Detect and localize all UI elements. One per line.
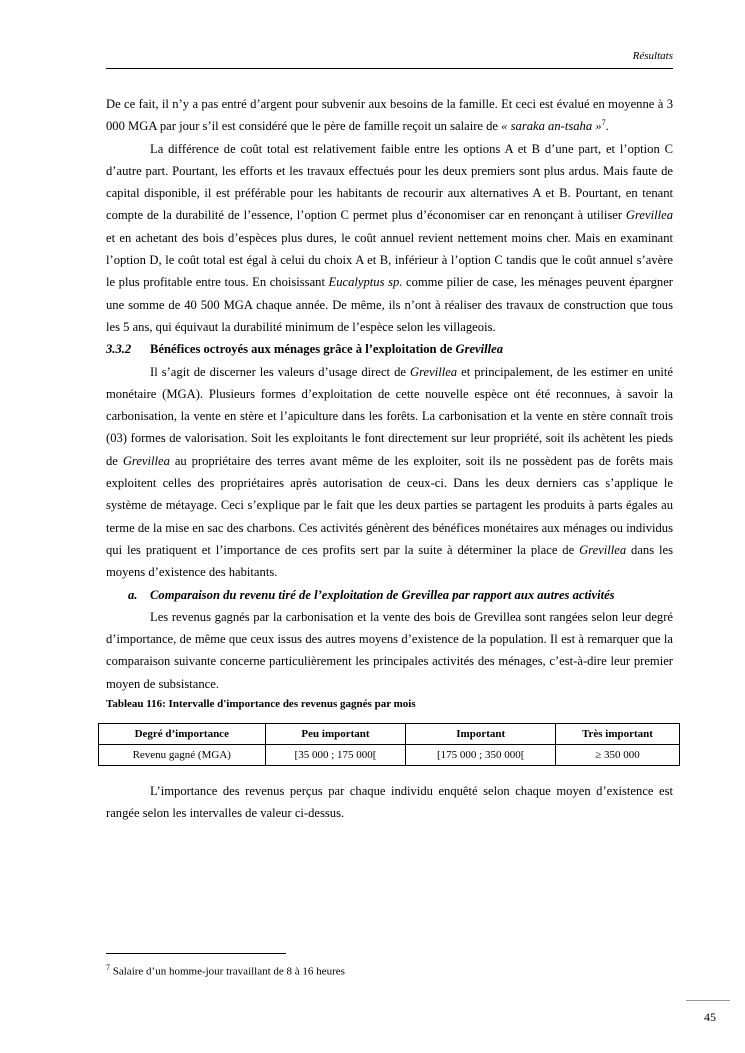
paragraph-italic: Eucalyptus sp.: [328, 275, 403, 290]
paragraph-text: Il s’agit de discerner les valeurs d’usage direct de: [150, 364, 410, 379]
paragraph-text: De ce fait, il n’y a pas entré d’argent pour subvenir aux besoins de la famille. Et ceci est évalué en moyenne à 3 000 MGA par jour s’il est considéré que le père de famille reçoit un salaire de: [106, 97, 673, 134]
section-title: Bénéfices octroyés aux ménages grâce à l’exploitation de: [150, 342, 456, 357]
footnote-number: 7: [106, 963, 110, 972]
paragraph-3: [106, 361, 673, 584]
income-importance-table: [98, 723, 680, 766]
paragraph-italic: « saraka an-tsaha »: [501, 119, 602, 134]
subsection-letter: a.: [128, 587, 138, 602]
paragraph-text: .: [605, 119, 609, 134]
footnote: [106, 963, 345, 978]
paragraph-1: [106, 93, 673, 138]
table-header-cell: Peu important: [265, 724, 406, 745]
page-number: 45: [704, 1010, 716, 1024]
paragraph-text: et en achetant des bois d’espèces plus dures, le coût annuel revient nettement moins cher. Mais en examinant l’option D, le coût total est égal à celui du choix A et B, inférieur à l’option C tandis que le coût annuel s’avère le plus profitable entre tous. En choisissant: [106, 230, 673, 290]
table-header-cell: Important: [406, 724, 555, 745]
table-cell: [35 000 ; 175 000[: [265, 745, 406, 766]
table-caption: Tableau 116: Intervalle d'importance des revenus gagnés par mois: [106, 698, 416, 711]
table-cell: [175 000 ; 350 000[: [406, 745, 555, 766]
paragraph-text: dans les moyens d’existence des habitants.: [106, 542, 673, 580]
table-cell: Revenu gagné (MGA): [99, 745, 266, 766]
paragraph-text: La différence de coût total est relativement faible entre les options A et B d’une part, et l’option C d’autre part. Pourtant, les efforts et les travaux effectués pour les deux premiers sont plus ardus. Mais faute de capital disponible, il est préférable pour les habitants de recourir aux alternatives A et B. Pourtant, en tenant compte de la durabilité de l’essence, l’option C permet plus d’économiser car en renonçant à utiliser: [106, 141, 673, 223]
paragraph-italic: Grevillea: [122, 453, 170, 468]
paragraph-italic: Grevillea: [579, 542, 627, 557]
paragraph-4: Les revenus gagnés par la carbonisation et la vente des bois de Grevillea sont rangées selon leur degré d’importance, de même que ceux issus des autres moyens d’existence de la population. Il est à remarquer que la comparaison suivante concerne particulièrement les principales activités des ménages, c’est-à-dire leur premier moyen de subsistance.: [106, 609, 673, 691]
table-row: [99, 745, 680, 766]
paragraph-italic: Grevillea: [625, 208, 673, 223]
subsection-heading: [106, 584, 673, 606]
footnote-ref[interactable]: 7: [601, 118, 606, 128]
header-rule: [106, 68, 673, 69]
section-title-italic: Grevillea: [455, 342, 504, 357]
section-number: 3.3.2: [106, 342, 132, 357]
footnote-rule: [106, 953, 286, 954]
paragraph-text: au propriétaire des terres avant même de les exploiter, soit ils ne possèdent pas de forêts mais exploitent celles des propriétaires après autorisation de ceux-ci. Dans les deux derniers cas s’applique le système de métayage. Ceci s’explique par le fait que les deux parties se partagent les produits à parts égales au terme de la mise en sac des charbons. Ces activités génèrent des bénéfices monétaires aux ménages ou individus qui les pratiquent et l’importance de ces profits sert par la suite à déterminer la place de: [106, 453, 673, 557]
footnote-text: Salaire d’un homme-jour travaillant de 8 à 16 heures: [110, 965, 345, 978]
paragraph-text: et principalement, de les estimer en unité monétaire (MGA). Plusieurs formes d’exploitation de cette nouvelle espèce ont été reconnues, à savoir la carbonisation, la vente en stère et l’apiculture dans les forêts. La carbonisation et la vente en stère connaît trois (03) formes de valorisation. Soit les exploitants le font directement sur leur propriété, soit ils achètent les pieds de: [106, 364, 674, 468]
table-header-row: [99, 724, 680, 745]
section-heading: [106, 338, 673, 360]
paragraph-2: [106, 138, 673, 339]
paragraph-italic: Grevillea: [409, 364, 458, 379]
running-header: Résultats: [632, 50, 673, 62]
paragraph-text: comme pilier de case, les ménages peuvent épargner une somme de 40 500 MGA chaque année. De même, ils n’ont à réaliser des travaux de construction que tous les 5 ans, qui équivaut la durabilité minimum de l’espèce selon les villageois.: [106, 275, 673, 334]
subsection-title: Comparaison du revenu tiré de l’exploitation de Grevillea par rapport aux autres activités: [150, 587, 615, 602]
page-number-rule: [686, 1000, 730, 1001]
table-header-cell: Degré d’importance: [99, 724, 266, 745]
table-header-cell: Très important: [555, 724, 679, 745]
paragraph-5: L’importance des revenus perçus par chaque individu enquêté selon chaque moyen d’existence est rangée selon les intervalles de valeur ci-dessus.: [106, 784, 673, 821]
table-cell: ≥ 350 000: [555, 745, 679, 766]
page-body: [106, 93, 673, 825]
